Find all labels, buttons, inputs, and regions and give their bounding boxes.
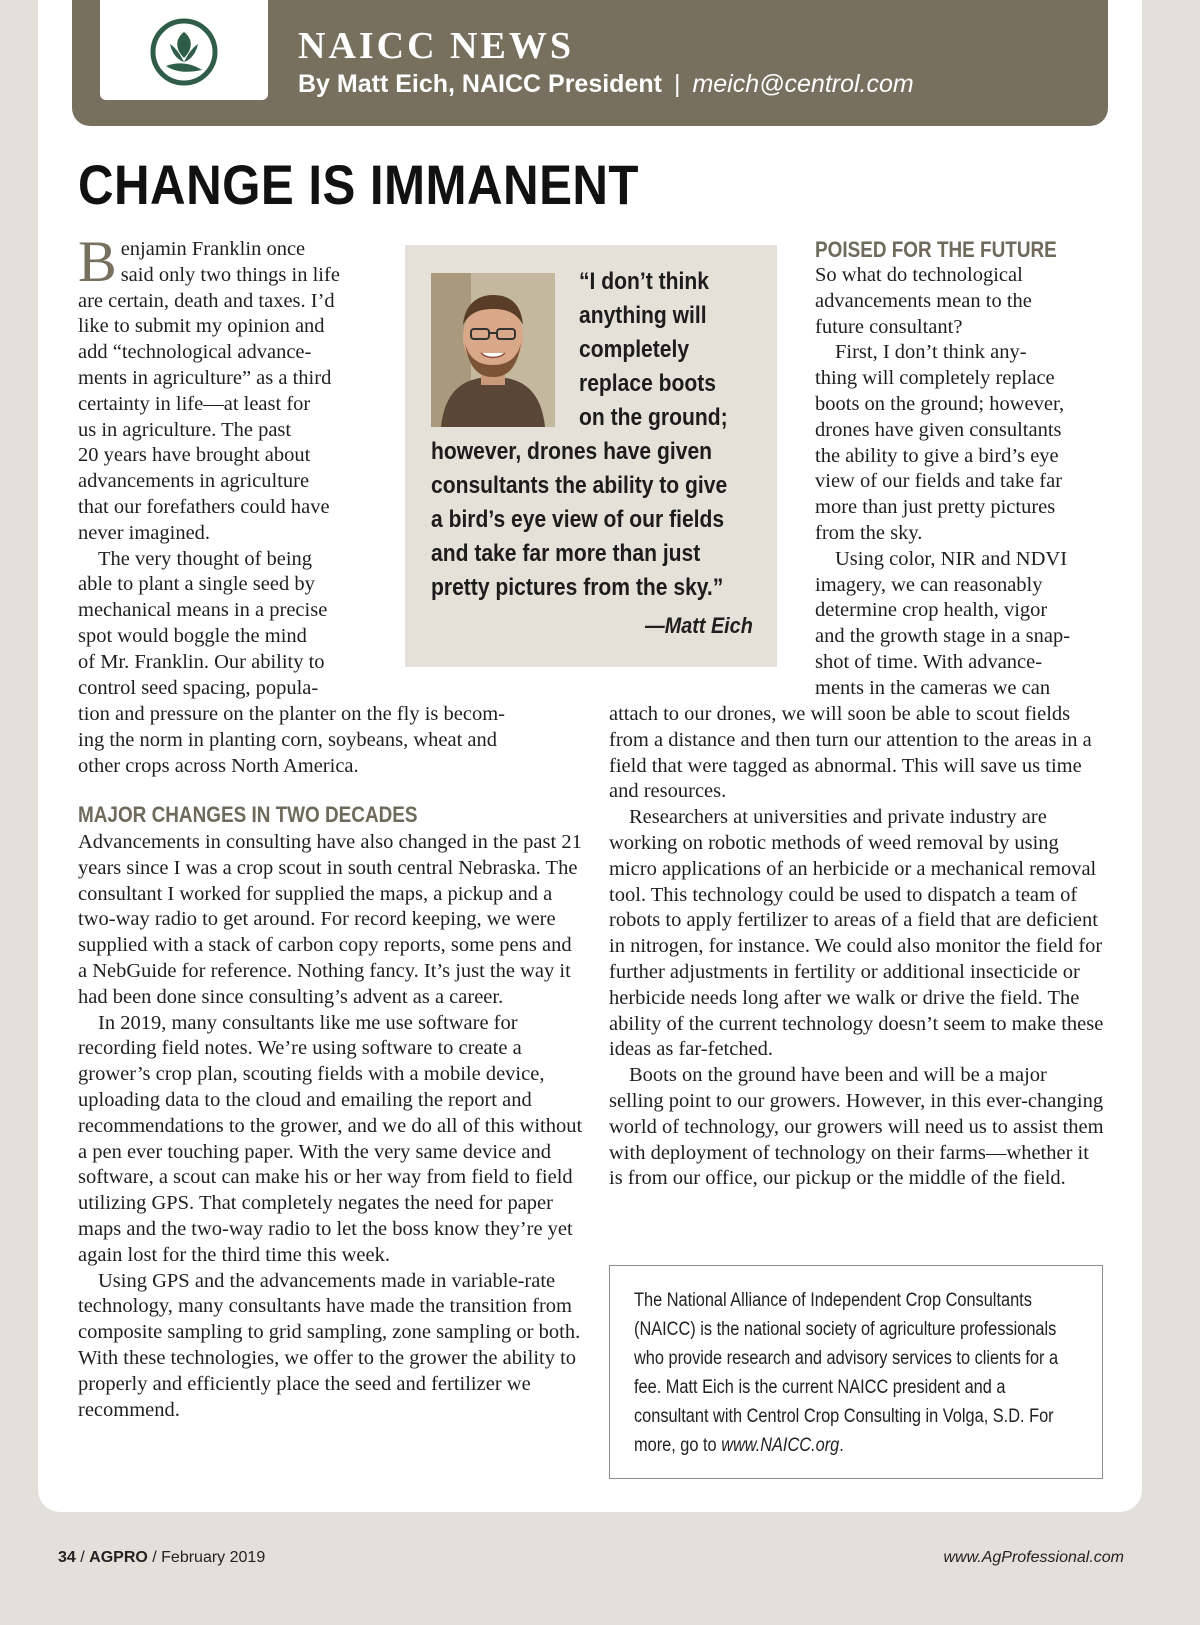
text-line: view of our fields and take far bbox=[815, 470, 1063, 493]
text-line: able to plant a single seed by bbox=[78, 573, 315, 596]
text-line: ments in agriculture” as a third bbox=[78, 366, 332, 389]
quote-line: “I don’t think bbox=[579, 268, 709, 295]
quote-line: and take far more than just bbox=[431, 540, 701, 567]
text-line: advancements mean to the bbox=[815, 289, 1032, 312]
text-line: the ability to give a bird’s eye bbox=[815, 444, 1059, 467]
byline-separator: | bbox=[673, 70, 681, 98]
text-line: are certain, death and taxes. I’d bbox=[78, 289, 335, 312]
pull-quote-text-top bbox=[579, 265, 728, 435]
text-line: said only two things in life bbox=[120, 263, 340, 286]
text-line: First, I don’t think any- bbox=[835, 341, 1027, 364]
page-number: 34 bbox=[58, 1549, 76, 1566]
text-line: determine crop health, vigor bbox=[815, 599, 1048, 622]
footer-folio bbox=[58, 1549, 265, 1567]
text-line: thing will completely replace bbox=[815, 367, 1055, 390]
text-line: imagery, we can reasonably bbox=[815, 573, 1043, 596]
paragraph-franklin bbox=[78, 547, 378, 702]
subhead-poised-future: POISED FOR THE FUTURE bbox=[815, 237, 1057, 262]
subhead-major-changes: MAJOR CHANGES IN TWO DECADES bbox=[78, 802, 418, 827]
text-line: certainty in life—at least for bbox=[78, 392, 311, 415]
text-line: like to submit my opinion and bbox=[78, 315, 325, 338]
pull-quote-box bbox=[405, 245, 777, 667]
footer-sep-2: / bbox=[147, 1549, 162, 1566]
text-line: Using color, NIR and NDVI bbox=[835, 547, 1068, 570]
quote-line: replace boots bbox=[579, 370, 717, 397]
text-line: enjamin Franklin once bbox=[120, 238, 306, 260]
text-line: that our forefathers could have bbox=[78, 495, 330, 518]
paragraph-2019: In 2019, many consultants like me use software for recording field notes. We’re using software to create a grower’s crop plan, scouting fields with a mobile device, uploading data to the cloud and emailing the report and recommendations to the grower, and we do all of this without a pen ever touching paper. With the very same device and software, a scout can make his or her way from field to field utilizing GPS. That completely negates the need for paper maps and the two-way radio to let the boss know they’re yet again lost for the third time this week. bbox=[78, 1011, 583, 1266]
quote-line: anything will bbox=[579, 302, 707, 329]
article-column-left-wide bbox=[78, 702, 578, 779]
text-line: other crops across North America. bbox=[78, 754, 359, 777]
quote-line: however, drones have given bbox=[431, 438, 713, 465]
text-line: boots on the ground; however, bbox=[815, 392, 1065, 415]
paragraph-what-mean bbox=[815, 263, 1105, 340]
paragraph-consulting: Advancements in consulting have also changed in the past 21 years since I was a crop scout in south central Nebraska. The consultant I worked for supplied the maps, a pickup and a two-way radio to get around. For record keeping, we were supplied with a stack of carbon copy reports, some pens and a NebGuide for reference. Nothing fancy. It’s just the way it had been done since consulting’s advent as a career. bbox=[78, 831, 582, 1008]
quote-line: pretty pictures from the sky.” bbox=[431, 574, 724, 601]
text-line: tion and pressure on the planter on the fly is becom- bbox=[78, 703, 505, 725]
article-headline: CHANGE IS IMMANENT bbox=[78, 153, 639, 216]
text-line: drones have given consultants bbox=[815, 418, 1062, 441]
text-line: mechanical means in a precise bbox=[78, 599, 328, 622]
about-naicc-end: . bbox=[839, 1435, 844, 1456]
text-line: advancements in agriculture bbox=[78, 470, 310, 493]
footer-website-link[interactable]: www.AgProfessional.com bbox=[943, 1549, 1124, 1566]
paragraph-robotics: Researchers at universities and private industry are working on robotic methods of weed removal by using micro applications of an herbicide or a mechanical removal tool. This technology could be used to dispatch a team of robots to apply fertilizer to areas of a field that are deficient in nitrogen, for instance. We could also monitor the field for further adjustments in fertility or additional insecticide or herbicide needs long after we walk or drive the field. The ability of the current technology doesn’t seem to make these ideas as far-fetched. bbox=[609, 806, 1104, 1061]
issue-date: February 2019 bbox=[161, 1549, 266, 1566]
text-line: from the sky. bbox=[815, 521, 923, 544]
text-line: The very thought of being bbox=[98, 547, 313, 570]
text-line: spot would boggle the mind bbox=[78, 624, 307, 647]
article-column-right-bottom bbox=[609, 702, 1106, 1192]
byline bbox=[298, 70, 914, 99]
magazine-brand: AGPRO bbox=[89, 1549, 148, 1566]
text-line: So what do technological bbox=[815, 264, 1023, 286]
portrait-illustration bbox=[431, 273, 555, 427]
text-line: shot of time. With advance- bbox=[815, 650, 1043, 673]
intro-paragraph bbox=[78, 229, 378, 547]
drop-cap: B bbox=[78, 229, 117, 294]
text-line: and the growth stage in a snap- bbox=[815, 625, 1071, 648]
article-column-left-bottom bbox=[78, 802, 583, 1423]
text-line: 20 years have brought about bbox=[78, 444, 311, 467]
portrait-photo bbox=[431, 273, 555, 427]
logo-box bbox=[100, 0, 268, 100]
quote-line: completely bbox=[579, 336, 690, 363]
text-line: us in agriculture. The past bbox=[78, 418, 292, 441]
quote-line: a bird’s eye view of our fields bbox=[431, 506, 725, 533]
paragraph-boots bbox=[815, 340, 1105, 546]
text-line: ing the norm in planting corn, soybeans, wheat and bbox=[78, 728, 498, 751]
naicc-website-link[interactable]: www.NAICC.org bbox=[721, 1435, 840, 1456]
paragraph-imagery bbox=[815, 547, 1105, 702]
about-naicc-box bbox=[609, 1265, 1103, 1479]
paragraph-gps: Using GPS and the advancements made in variable-rate technology, many consultants have made the transition from composite sampling to grid sampling, zone sampling or both. With these technologies, we offer to the grower the ability to properly and efficiently place the seed and fertilizer we recommend. bbox=[78, 1269, 581, 1421]
text-line: never imagined. bbox=[78, 521, 211, 544]
about-naicc-body: The National Alliance of Independent Crop Consultants (NAICC) is the national society of agriculture professionals who provide research and advisory services to clients for a fee. Matt Eich is the current NAICC president and a consultant with Centrol Crop Consulting in Volga, S.D. For more, go to bbox=[634, 1290, 1059, 1456]
byline-author: By Matt Eich, NAICC President bbox=[298, 70, 662, 98]
pull-quote-text-bottom bbox=[431, 435, 727, 605]
text-line: ments in the cameras we can bbox=[815, 676, 1051, 699]
text-line: add “technological advance- bbox=[78, 341, 312, 364]
text-line: of Mr. Franklin. Our ability to bbox=[78, 650, 325, 673]
article-column-left-top bbox=[78, 229, 378, 701]
quote-line: consultants the ability to give bbox=[431, 472, 728, 499]
article-column-right-top bbox=[815, 237, 1105, 702]
section-title: NAICC NEWS bbox=[298, 25, 574, 67]
author-email-link[interactable]: meich@centrol.com bbox=[692, 70, 914, 98]
quote-line: on the ground; bbox=[579, 404, 728, 431]
paragraph-boots-conclusion: Boots on the ground have been and will be a major selling point to our growers. However, in this ever-changing world of technology, our growers will need us to assist them with deployment of technology on their farms—whether it is from our office, our pickup or the middle of the field. bbox=[609, 1064, 1104, 1190]
text-line: control seed spacing, popula- bbox=[78, 676, 319, 699]
text-line: future consultant? bbox=[815, 315, 963, 338]
text-line: more than just pretty pictures bbox=[815, 496, 1056, 519]
footer-sep-1: / bbox=[75, 1549, 90, 1566]
paragraph-drones-scout: attach to our drones, we will soon be able to scout fields from a distance and then turn our attention to the areas in a field that were tagged as abnormal. This will save us time and resources. bbox=[609, 703, 1092, 803]
pull-quote-attribution: —Matt Eich bbox=[645, 613, 753, 638]
about-naicc-text bbox=[634, 1286, 1081, 1460]
naicc-leaf-hand-logo-icon bbox=[150, 18, 218, 86]
